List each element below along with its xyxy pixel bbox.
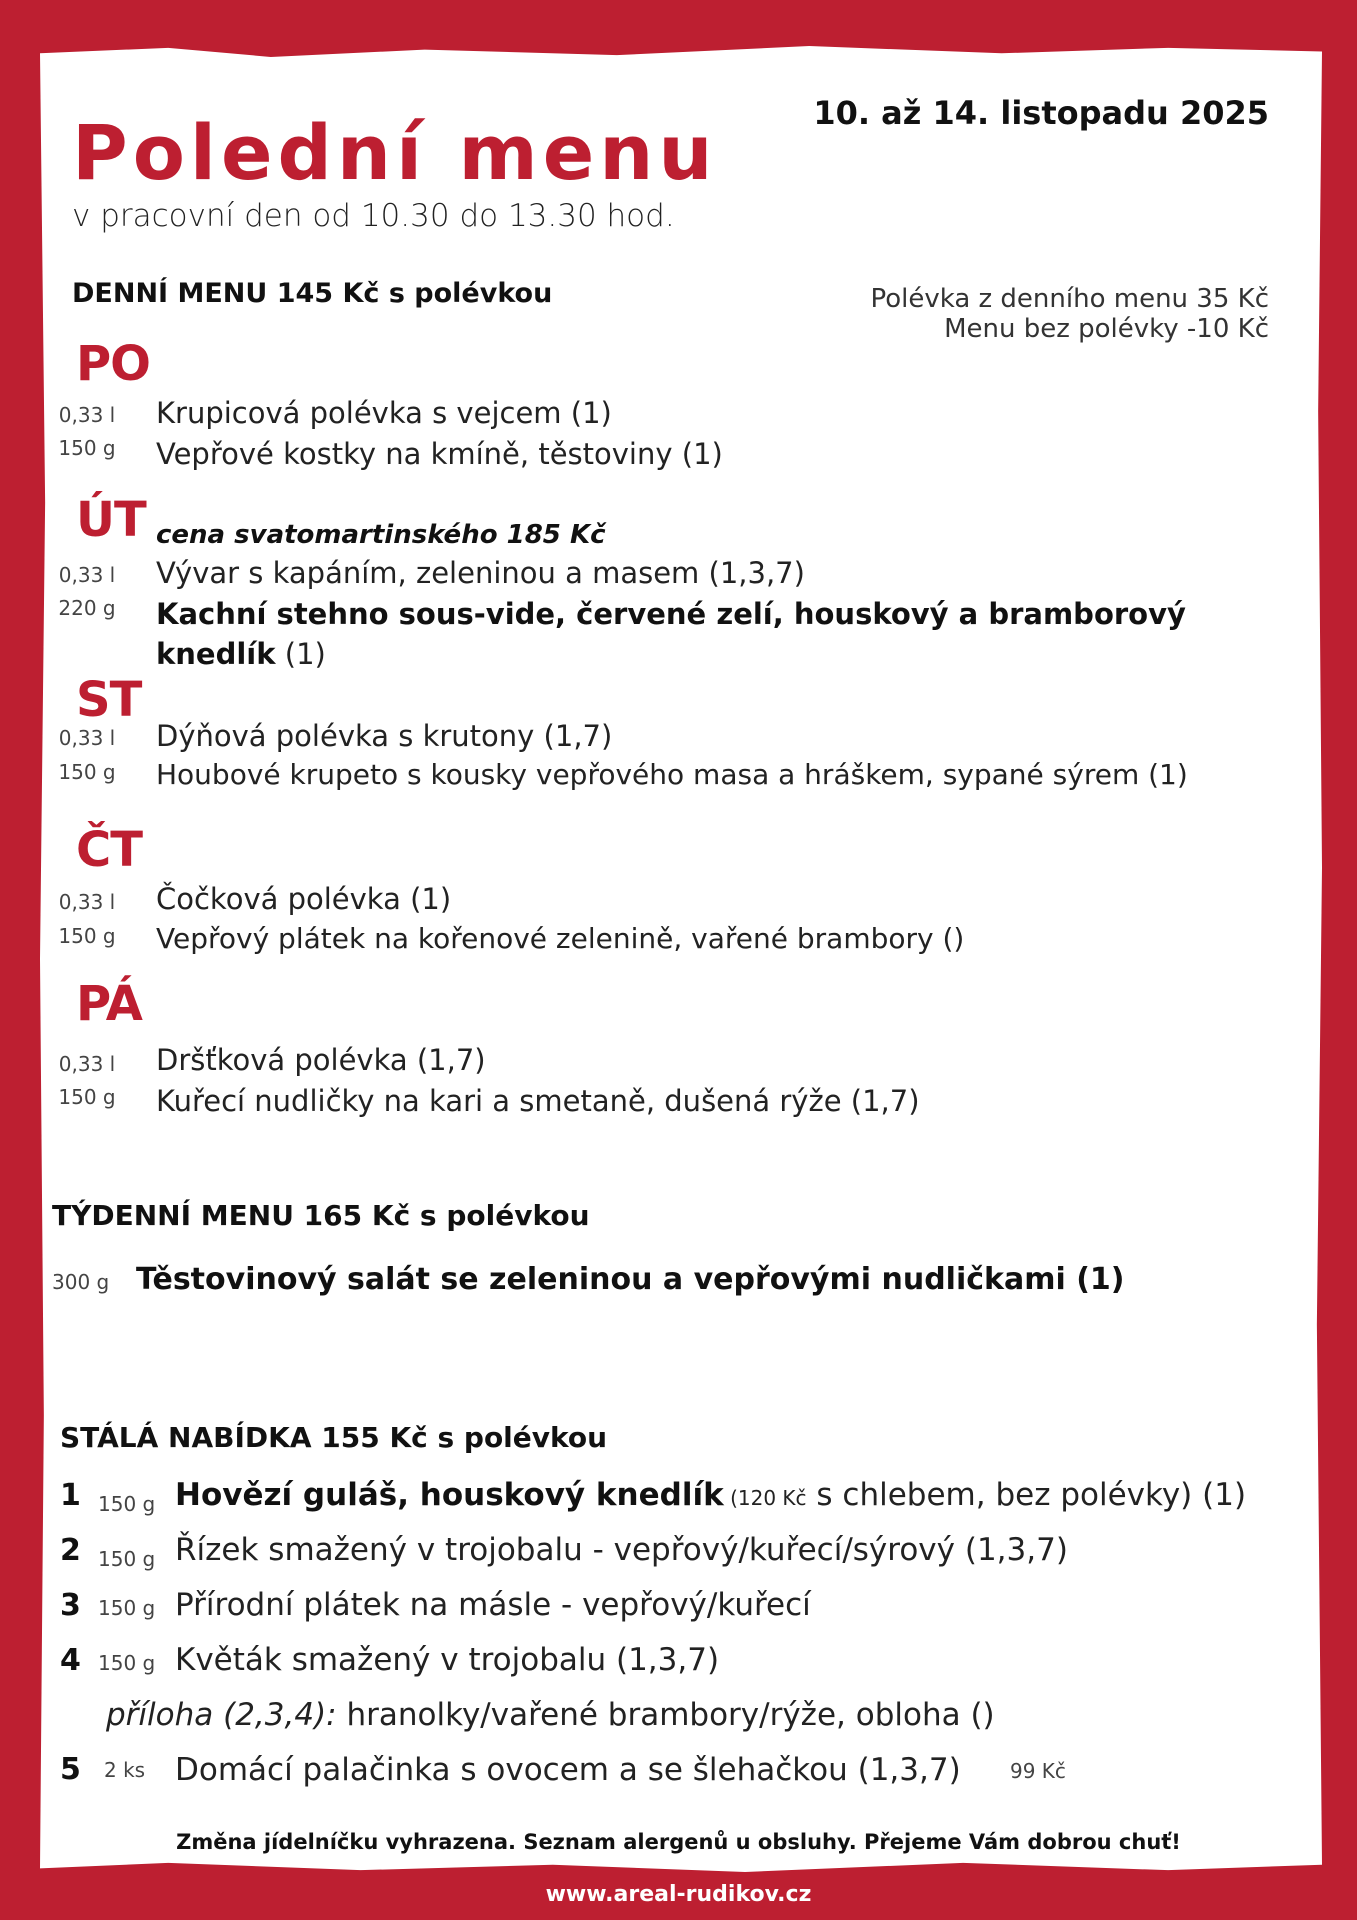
soup-qty: 0,33 l [58, 403, 116, 427]
standing-offer-heading: STÁLÁ NABÍDKA 155 Kč s polévkou [60, 1421, 608, 1454]
day-label-fri: PÁ [76, 976, 142, 1032]
main-qty: 150 g [58, 1085, 116, 1109]
day-label-tue: ÚT [76, 492, 146, 548]
daily-menu-heading: DENNÍ MENU 145 Kč s polévkou [72, 278, 553, 309]
item-number: 2 [60, 1533, 81, 1568]
side-text: hranolky/vařené brambory/rýže, obloha () [336, 1697, 995, 1733]
item-dish-name: Hovězí guláš, houskový knedlík [175, 1477, 724, 1513]
item-dish [175, 1477, 1246, 1513]
item-extra-price: 120 Kč [737, 1486, 807, 1510]
weekly-menu-heading: TÝDENNÍ MENU 165 Kč s polévkou [52, 1199, 590, 1232]
main-dish: Vepřové kostky na kmíně, těstoviny (1) [156, 437, 723, 471]
item-qty: 150 g [98, 1596, 156, 1620]
item-dish: Domácí palačinka s ovocem a se šlehačkou (1,3,7) [175, 1752, 961, 1788]
date-range: 10. až 14. listopadu 2025 [813, 94, 1269, 132]
soup-price-note: Polévka z denního menu 35 Kč [870, 284, 1269, 314]
main-dish-line1: Kachní stehno sous-vide, červené zelí, houskový a bramborový [156, 597, 1186, 631]
day-label-wed: ST [76, 672, 142, 728]
item-dish: Květák smažený v trojobalu (1,3,7) [175, 1642, 720, 1678]
day-label-mon: PO [76, 336, 150, 392]
page-title: Polední menu [72, 108, 718, 197]
item-dish: Řízek smažený v trojobalu - vepřový/kuřecí/sýrový (1,3,7) [175, 1532, 1068, 1568]
weekly-qty: 300 g [52, 1270, 110, 1294]
soup-dish: Vývar s kapáním, zeleninou a masem (1,3,7) [156, 556, 805, 590]
item-qty: 2 ks [104, 1758, 146, 1782]
main-dish-line2 [156, 637, 326, 671]
item-number: 3 [60, 1588, 81, 1623]
soup-qty: 0,33 l [58, 726, 116, 750]
soup-qty: 0,33 l [58, 563, 116, 587]
main-qty: 150 g [58, 436, 116, 460]
website-link[interactable]: www.areal-rudikov.cz [545, 1882, 812, 1907]
allergens: (1) [275, 637, 326, 671]
item-dish: Přírodní plátek na másle - vepřový/kuřecí [175, 1587, 811, 1623]
opening-hours: v pracovní den od 10.30 do 13.30 hod. [72, 198, 675, 234]
side-label: příloha (2,3,4): [106, 1697, 337, 1733]
price-notes [870, 284, 1269, 344]
soup-qty: 0,33 l [58, 1052, 116, 1076]
weekly-dish: Těstovinový salát se zeleninou a vepřovými nudličkami (1) [136, 1262, 1125, 1297]
item-extra-text: s chlebem, bez polévky) (1) [806, 1477, 1247, 1513]
item-price: 99 Kč [1010, 1759, 1066, 1783]
item-extra-open: ( [723, 1486, 738, 1510]
item-qty: 150 g [98, 1651, 156, 1675]
item-number: 4 [60, 1643, 81, 1678]
soup-dish: Čočková polévka (1) [156, 882, 452, 916]
main-qty: 150 g [58, 760, 116, 784]
main-qty: 220 g [58, 596, 116, 620]
item-qty: 150 g [98, 1547, 156, 1571]
soup-dish: Krupicová polévka s vejcem (1) [156, 396, 612, 430]
main-dish: Kuřecí nudličky na kari a smetaně, dušená rýže (1,7) [156, 1084, 920, 1118]
side-dishes [106, 1697, 995, 1733]
item-qty: 150 g [98, 1492, 156, 1516]
footer-notice: Změna jídelníčku vyhrazena. Seznam alergenů u obsluhy. Přejeme Vám dobrou chuť! [176, 1830, 1181, 1854]
soup-qty: 0,33 l [58, 890, 116, 914]
soup-dish: Dýňová polévka s krutony (1,7) [156, 719, 613, 753]
special-price-note: cena svatomartinského 185 Kč [156, 520, 606, 550]
main-dish: Houbové krupeto s kousky vepřového masa a hráškem, sypané sýrem (1) [156, 758, 1188, 791]
day-label-thu: ČT [76, 822, 142, 878]
main-dish: Vepřový plátek na kořenové zelenině, vařené brambory () [156, 922, 965, 955]
no-soup-note: Menu bez polévky -10 Kč [944, 314, 1269, 344]
main-qty: 150 g [58, 924, 116, 948]
item-number: 5 [60, 1752, 81, 1787]
item-number: 1 [60, 1478, 81, 1513]
main-dish-name: knedlík [156, 637, 276, 671]
soup-dish: Dršťková polévka (1,7) [156, 1043, 486, 1077]
